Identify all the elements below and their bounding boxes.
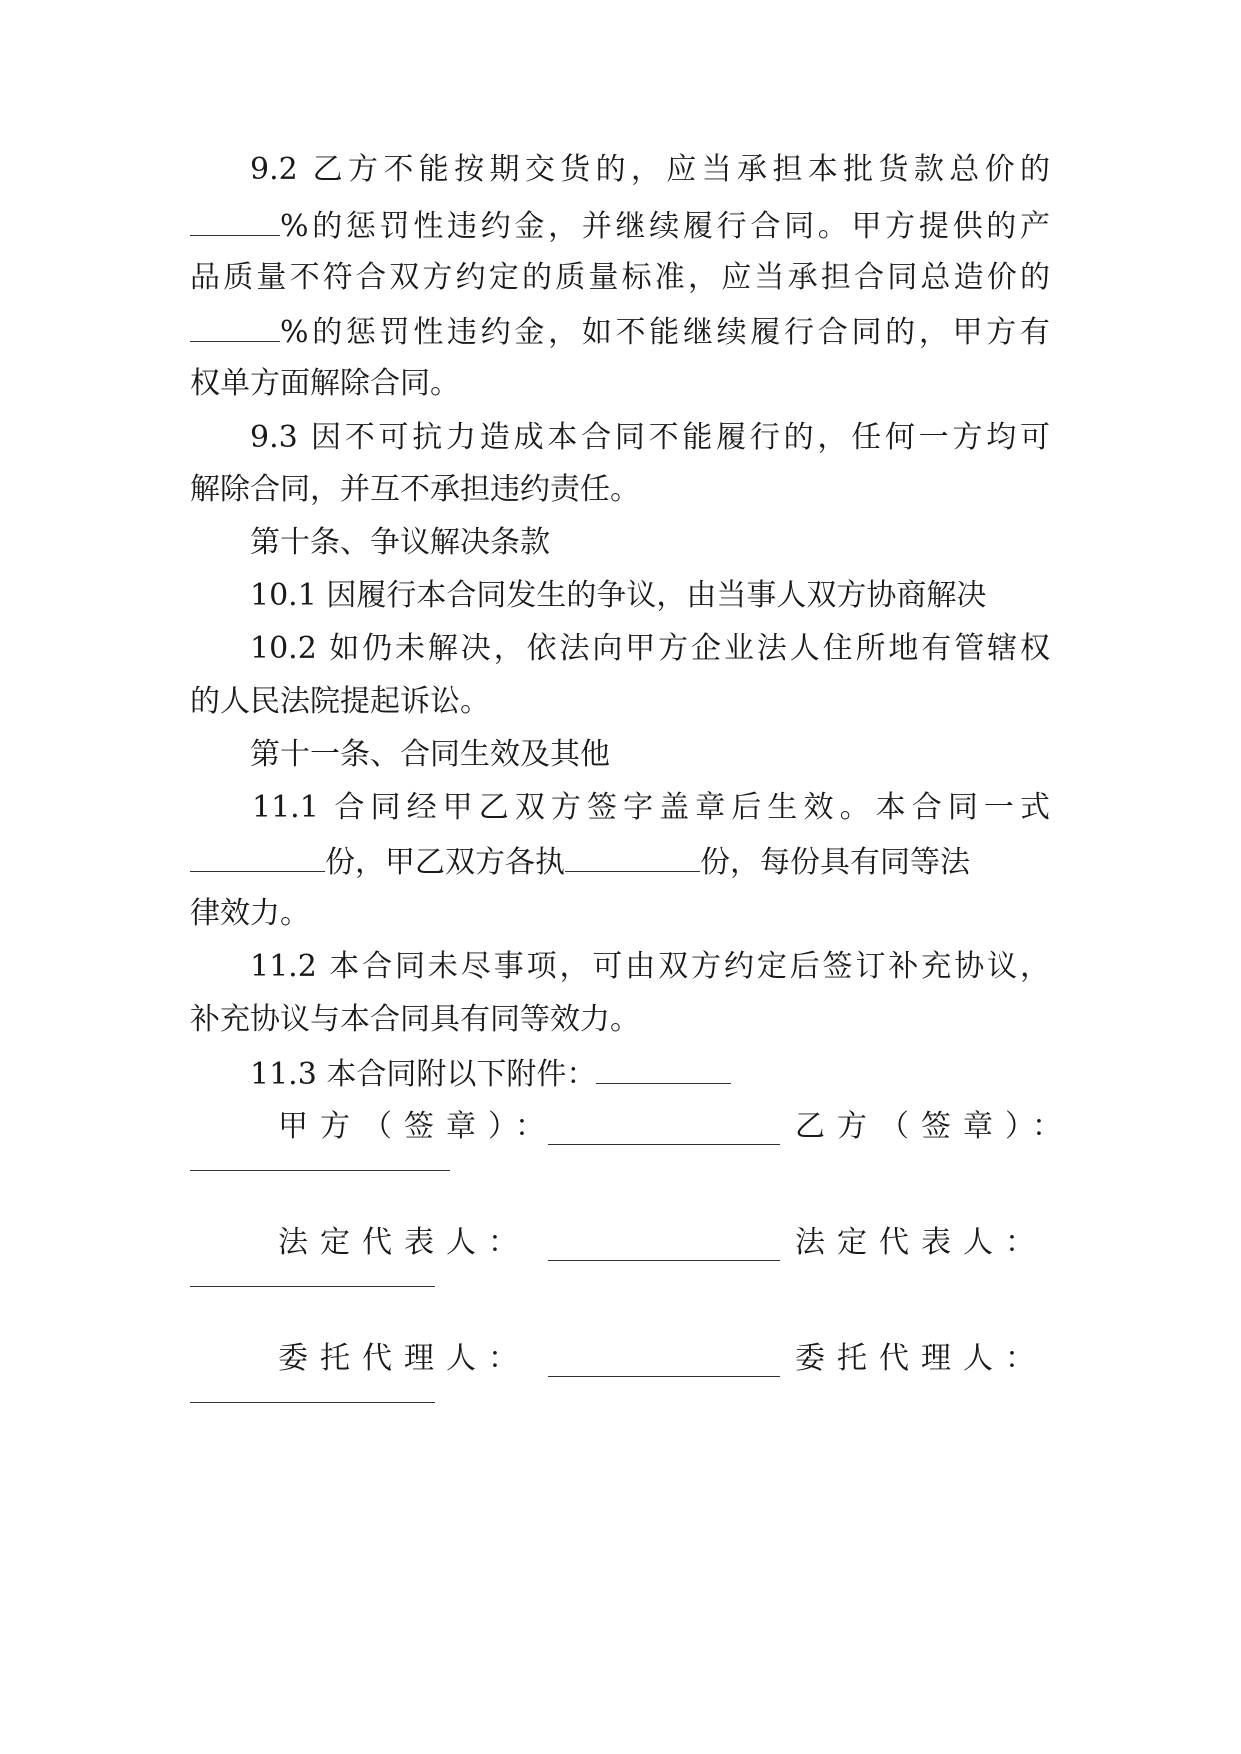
clause-9-3-line-2: 解除合同，并互不承担违约责任。 <box>190 472 640 507</box>
clause-11-1-line-2 <box>190 841 1050 881</box>
attachments-blank[interactable] <box>596 1053 731 1084</box>
clause-9-3-line-1: 9.3 因不可抗力造成本合同不能履行的，任何一方均可 <box>250 420 1050 455</box>
clause-10-2-line-1: 10.2 如仍未解决，依法向甲方企业法人住所地有管辖权 <box>250 631 1050 666</box>
clause-9-2-line-1: 9.2 乙方不能按期交货的，应当承担本批货款总价的 <box>250 152 1050 187</box>
penalty-percent-blank-2[interactable] <box>190 311 280 342</box>
agent-a-blank[interactable] <box>548 1346 780 1377</box>
clause-9-2-line-5: 权单方面解除合同。 <box>190 366 460 401</box>
penalty-percent-blank-1[interactable] <box>190 205 280 236</box>
clause-10-1: 10.1 因履行本合同发生的争议，由当事人双方协商解决 <box>250 578 987 613</box>
legal-rep-a-blank[interactable] <box>548 1230 780 1261</box>
clause-11-3 <box>190 1053 1110 1093</box>
clause-11-1-line-3: 律效力。 <box>190 896 310 931</box>
clause-11-2-line-2: 补充协议与本合同具有同等效力。 <box>190 1002 640 1037</box>
agent-b-label: 委托代理人： <box>795 1341 1047 1376</box>
clause-11-1-line-2-text-b: 份，每份具有同等法 <box>700 845 970 880</box>
legal-rep-a-label: 法定代表人： <box>278 1225 530 1260</box>
clause-11-3-text: 11.3 本合同附以下附件： <box>250 1057 597 1092</box>
clause-9-2-line-2-text: %的惩罚性违约金，并继续履行合同。甲方提供的产 <box>280 209 1050 244</box>
copies-each-blank[interactable] <box>565 841 700 872</box>
agent-b-blank[interactable] <box>190 1402 435 1403</box>
clause-10-2-line-2: 的人民法院提起诉讼。 <box>190 684 490 719</box>
clause-11-1-line-2-text-a: 份，甲乙双方各执 <box>325 845 565 880</box>
clause-11-2-line-1: 11.2 本合同未尽事项，可由双方约定后签订补充协议， <box>250 949 1050 984</box>
agent-a-label: 委托代理人： <box>278 1341 530 1376</box>
clause-9-2-line-4-text: %的惩罚性违约金，如不能继续履行合同的，甲方有 <box>280 315 1050 350</box>
clause-9-2-line-2 <box>190 205 1050 245</box>
party-a-seal-label: 甲方（签章）： <box>278 1109 557 1144</box>
copies-total-blank[interactable] <box>190 841 325 872</box>
clause-9-2-line-3: 品质量不符合双方约定的质量标准，应当承担合同总造价的 <box>190 260 1050 295</box>
article-11-heading: 第十一条、合同生效及其他 <box>250 737 610 772</box>
clause-11-1-line-1: 11.1 合同经甲乙双方签字盖章后生效。本合同一式 <box>252 790 1050 825</box>
party-b-seal-label: 乙方（签章）： <box>795 1109 1074 1144</box>
party-a-seal-blank[interactable] <box>548 1114 780 1145</box>
clause-9-2-line-4 <box>190 311 1050 351</box>
legal-rep-b-label: 法定代表人： <box>795 1225 1047 1260</box>
legal-rep-b-blank[interactable] <box>190 1286 435 1287</box>
party-b-seal-blank[interactable] <box>190 1170 450 1171</box>
article-10-heading: 第十条、争议解决条款 <box>250 525 550 560</box>
